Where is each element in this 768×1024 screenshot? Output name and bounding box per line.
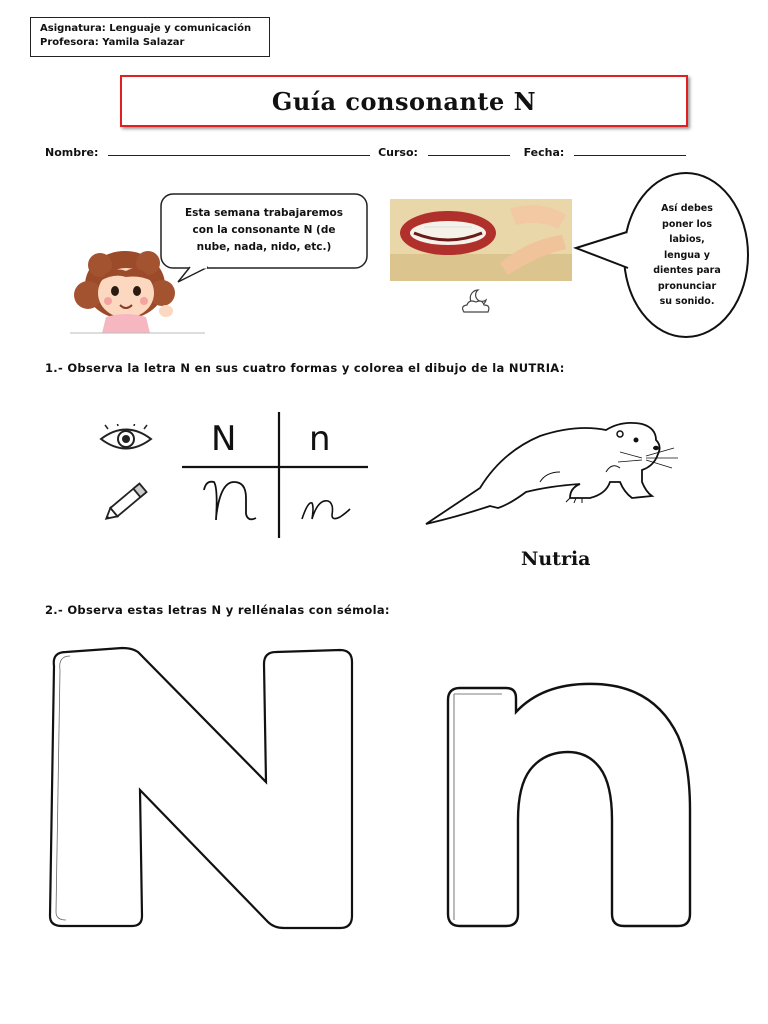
title-box bbox=[120, 75, 688, 127]
course-label: Curso: bbox=[378, 146, 418, 159]
page-title: Guía consonante N bbox=[271, 87, 537, 116]
bubble-line-1: Esta semana trabajaremos bbox=[184, 207, 344, 219]
header-info-box bbox=[30, 17, 270, 57]
bubble-line-2: con la consonante N (de bbox=[192, 224, 336, 236]
student-fields bbox=[45, 145, 686, 159]
oval-line: Así debes bbox=[661, 203, 713, 214]
otter-drawing bbox=[420, 412, 682, 530]
mouth-photo bbox=[390, 199, 572, 281]
exercise-2-instruction: 2.- Observa estas letras N y rellénalas con sémola: bbox=[45, 603, 390, 617]
print-uppercase-n: N bbox=[211, 419, 237, 459]
outline-lowercase-n bbox=[440, 680, 696, 936]
name-label: Nombre: bbox=[45, 146, 99, 159]
cursive-lowercase-n bbox=[300, 493, 352, 523]
print-lowercase-n: n bbox=[309, 419, 331, 459]
oval-text bbox=[630, 201, 744, 310]
pencil-icon bbox=[100, 478, 156, 524]
date-line[interactable] bbox=[574, 145, 686, 156]
name-line[interactable] bbox=[108, 145, 370, 156]
outline-uppercase-n bbox=[38, 640, 366, 936]
subject-text: Asignatura: Lenguaje y comunicación bbox=[40, 23, 252, 34]
oval-line: lengua y bbox=[664, 249, 710, 261]
bubble-line-3: nube, nada, nido, etc.) bbox=[196, 241, 332, 253]
oval-line: labios, bbox=[669, 234, 705, 245]
course-line[interactable] bbox=[428, 145, 510, 156]
eye-icon bbox=[98, 424, 154, 454]
cursive-uppercase-n bbox=[200, 478, 260, 524]
oval-line: poner los bbox=[662, 218, 712, 230]
exercise-1-instruction: 1.- Observa la letra N en sus cuatro formas y colorea el dibujo de la NUTRIA: bbox=[45, 361, 565, 375]
oval-line: dientes para bbox=[653, 265, 721, 276]
moon-cloud-icon bbox=[458, 286, 498, 316]
girl-bubble-text bbox=[164, 205, 364, 256]
oval-line: su sonido. bbox=[659, 296, 715, 307]
teacher-text: Profesora: Yamila Salazar bbox=[40, 37, 185, 48]
otter-caption: Nutria bbox=[521, 548, 591, 570]
date-label: Fecha: bbox=[523, 146, 565, 159]
oval-line: pronunciar bbox=[657, 280, 717, 292]
